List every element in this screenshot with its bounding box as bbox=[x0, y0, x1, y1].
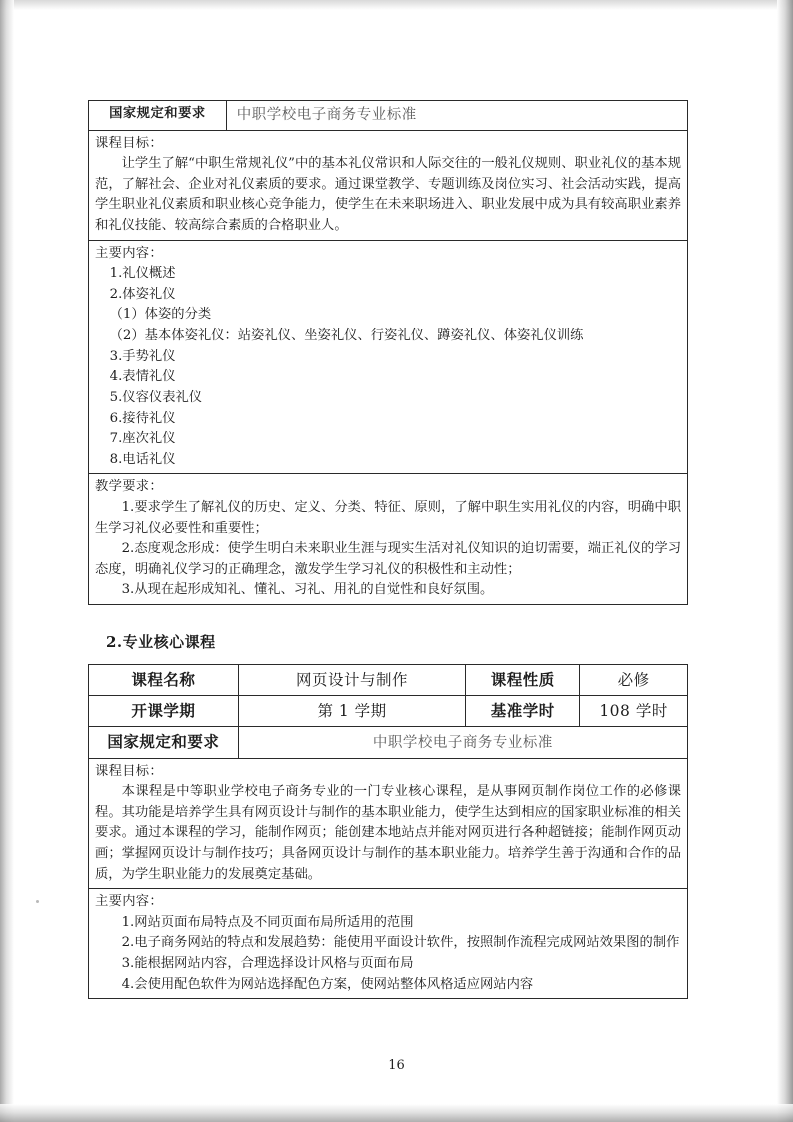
content-item: 3.手势礼仪 bbox=[109, 348, 176, 364]
teaching-requirement-cell bbox=[89, 474, 688, 605]
scan-edge-left bbox=[0, 0, 14, 1122]
national-requirement-value bbox=[238, 727, 687, 758]
page-number: 16 bbox=[388, 1058, 405, 1073]
teaching-item: 3.从现在起形成知礼、懂礼、习礼、用礼的自觉性和良好氛围。 bbox=[121, 582, 494, 598]
scan-speck bbox=[36, 900, 39, 903]
objective-label: 课程目标： bbox=[95, 135, 163, 151]
national-requirement-value bbox=[226, 101, 687, 131]
table-row bbox=[89, 240, 688, 474]
content-item: 2.电子商务网站的特点和发展趋势：能使用平面设计软件，按照制作流程完成网站效果图的制作 bbox=[121, 935, 680, 951]
course-nature-label: 课程性质 bbox=[466, 665, 580, 696]
course-name-value: 网页设计与制作 bbox=[238, 665, 466, 696]
table-row bbox=[89, 696, 688, 727]
content-item: 4.表情礼仪 bbox=[109, 369, 176, 385]
content-item: 4.会使用配色软件为网站选择配色方案，使网站整体风格适应网站内容 bbox=[121, 976, 534, 992]
content-item: 5.仪容仪表礼仪 bbox=[109, 389, 203, 405]
objective-paragraph: 让学生了解“中职生常规礼仪”中的基本礼仪常识和人际交往的一般礼仪规则、职业礼仪的基本规范，了解社会、企业对礼仪素质的要求。通过课堂教学、专题训练及岗位实习、社会活动实践，提高学生职业礼仪素质和职业核心竞争能力，使学生在未来职场进入、职业发展中成为具有较高职业素养和礼仪技能、较高综合素质的合格职业人。 bbox=[95, 156, 681, 234]
table-row bbox=[89, 727, 688, 758]
term-value: 第 1 学期 bbox=[238, 696, 466, 727]
course-table-webdesign bbox=[88, 664, 688, 999]
course-table-etiquette bbox=[88, 100, 688, 605]
base-hours-label: 基准学时 bbox=[466, 696, 580, 727]
section-heading: 2.专业核心课程 bbox=[106, 633, 216, 652]
objective-label: 课程目标： bbox=[95, 763, 163, 779]
course-objective-cell bbox=[89, 758, 688, 889]
scan-edge-right bbox=[777, 0, 793, 1122]
national-requirement-label: 国家规定和要求 bbox=[89, 727, 239, 758]
teaching-item: 1.要求学生了解礼仪的历史、定义、分类、特征、原则，了解中职生实用礼仪的内容，明确中职生学习礼仪必要性和重要性； bbox=[95, 499, 681, 536]
national-requirement-label: 国家规定和要求 bbox=[89, 101, 227, 131]
content-item: 2.体姿礼仪 bbox=[109, 286, 176, 302]
content-item: 8.电话礼仪 bbox=[109, 451, 176, 467]
base-hours-value: 108 学时 bbox=[580, 696, 688, 727]
content-item: 6.接待礼仪 bbox=[109, 410, 176, 426]
content-label: 主要内容： bbox=[95, 894, 163, 910]
content-label: 主要内容： bbox=[95, 245, 163, 261]
table-row bbox=[89, 101, 688, 131]
course-content-cell bbox=[89, 240, 688, 474]
course-nature-value: 必修 bbox=[580, 665, 688, 696]
standard-text: 中职学校电子商务专业标准 bbox=[372, 735, 553, 752]
content-item: （2）基本体姿礼仪：站姿礼仪、坐姿礼仪、行姿礼仪、蹲姿礼仪、体姿礼仪训练 bbox=[109, 328, 584, 344]
scan-edge-top bbox=[0, 0, 793, 10]
course-name-label: 课程名称 bbox=[89, 665, 239, 696]
scan-edge-bottom bbox=[0, 1104, 793, 1122]
table-row bbox=[89, 665, 688, 696]
content-item: （1）体姿的分类 bbox=[109, 307, 212, 323]
objective-paragraph: 本课程是中等职业学校电子商务专业的一门专业核心课程，是从事网页制作岗位工作的必修课程。其功能是培养学生具有网页设计与制作的基本职业能力，使学生达到相应的国家职业标准的相关要求。通过本课程的学习，能制作网页；能创建本地站点并能对网页进行各种超链接；能制作网页动画；掌握网页设计与制作技巧；具备网页设计与制作的基本职业能力。培养学生善于沟通和合作的品质，为学生职业能力的发展奠定基础。 bbox=[95, 784, 681, 882]
teaching-label: 教学要求： bbox=[95, 479, 163, 495]
course-content-cell bbox=[89, 889, 688, 999]
term-label: 开课学期 bbox=[89, 696, 239, 727]
table-row bbox=[89, 758, 688, 889]
teaching-item: 2.态度观念形成：使学生明白未来职业生涯与现实生活对礼仪知识的迫切需要，端正礼仪的学习态度，明确礼仪学习的正确理念，激发学生学习礼仪的积极性和主动性； bbox=[95, 541, 681, 577]
table-row bbox=[89, 474, 688, 605]
content-item: 7.座次礼仪 bbox=[109, 431, 176, 447]
table-row bbox=[89, 130, 688, 240]
content-item: 3.能根据网站内容，合理选择设计风格与页面布局 bbox=[121, 956, 414, 971]
table-row bbox=[89, 889, 688, 999]
course-objective-cell bbox=[89, 130, 688, 240]
content-item: 1.网站页面布局特点及不同页面布局所适用的范围 bbox=[121, 914, 414, 930]
standard-text: 中职学校电子商务专业标准 bbox=[236, 107, 417, 123]
content-item: 1.礼仪概述 bbox=[109, 266, 176, 282]
document-content bbox=[88, 100, 688, 999]
